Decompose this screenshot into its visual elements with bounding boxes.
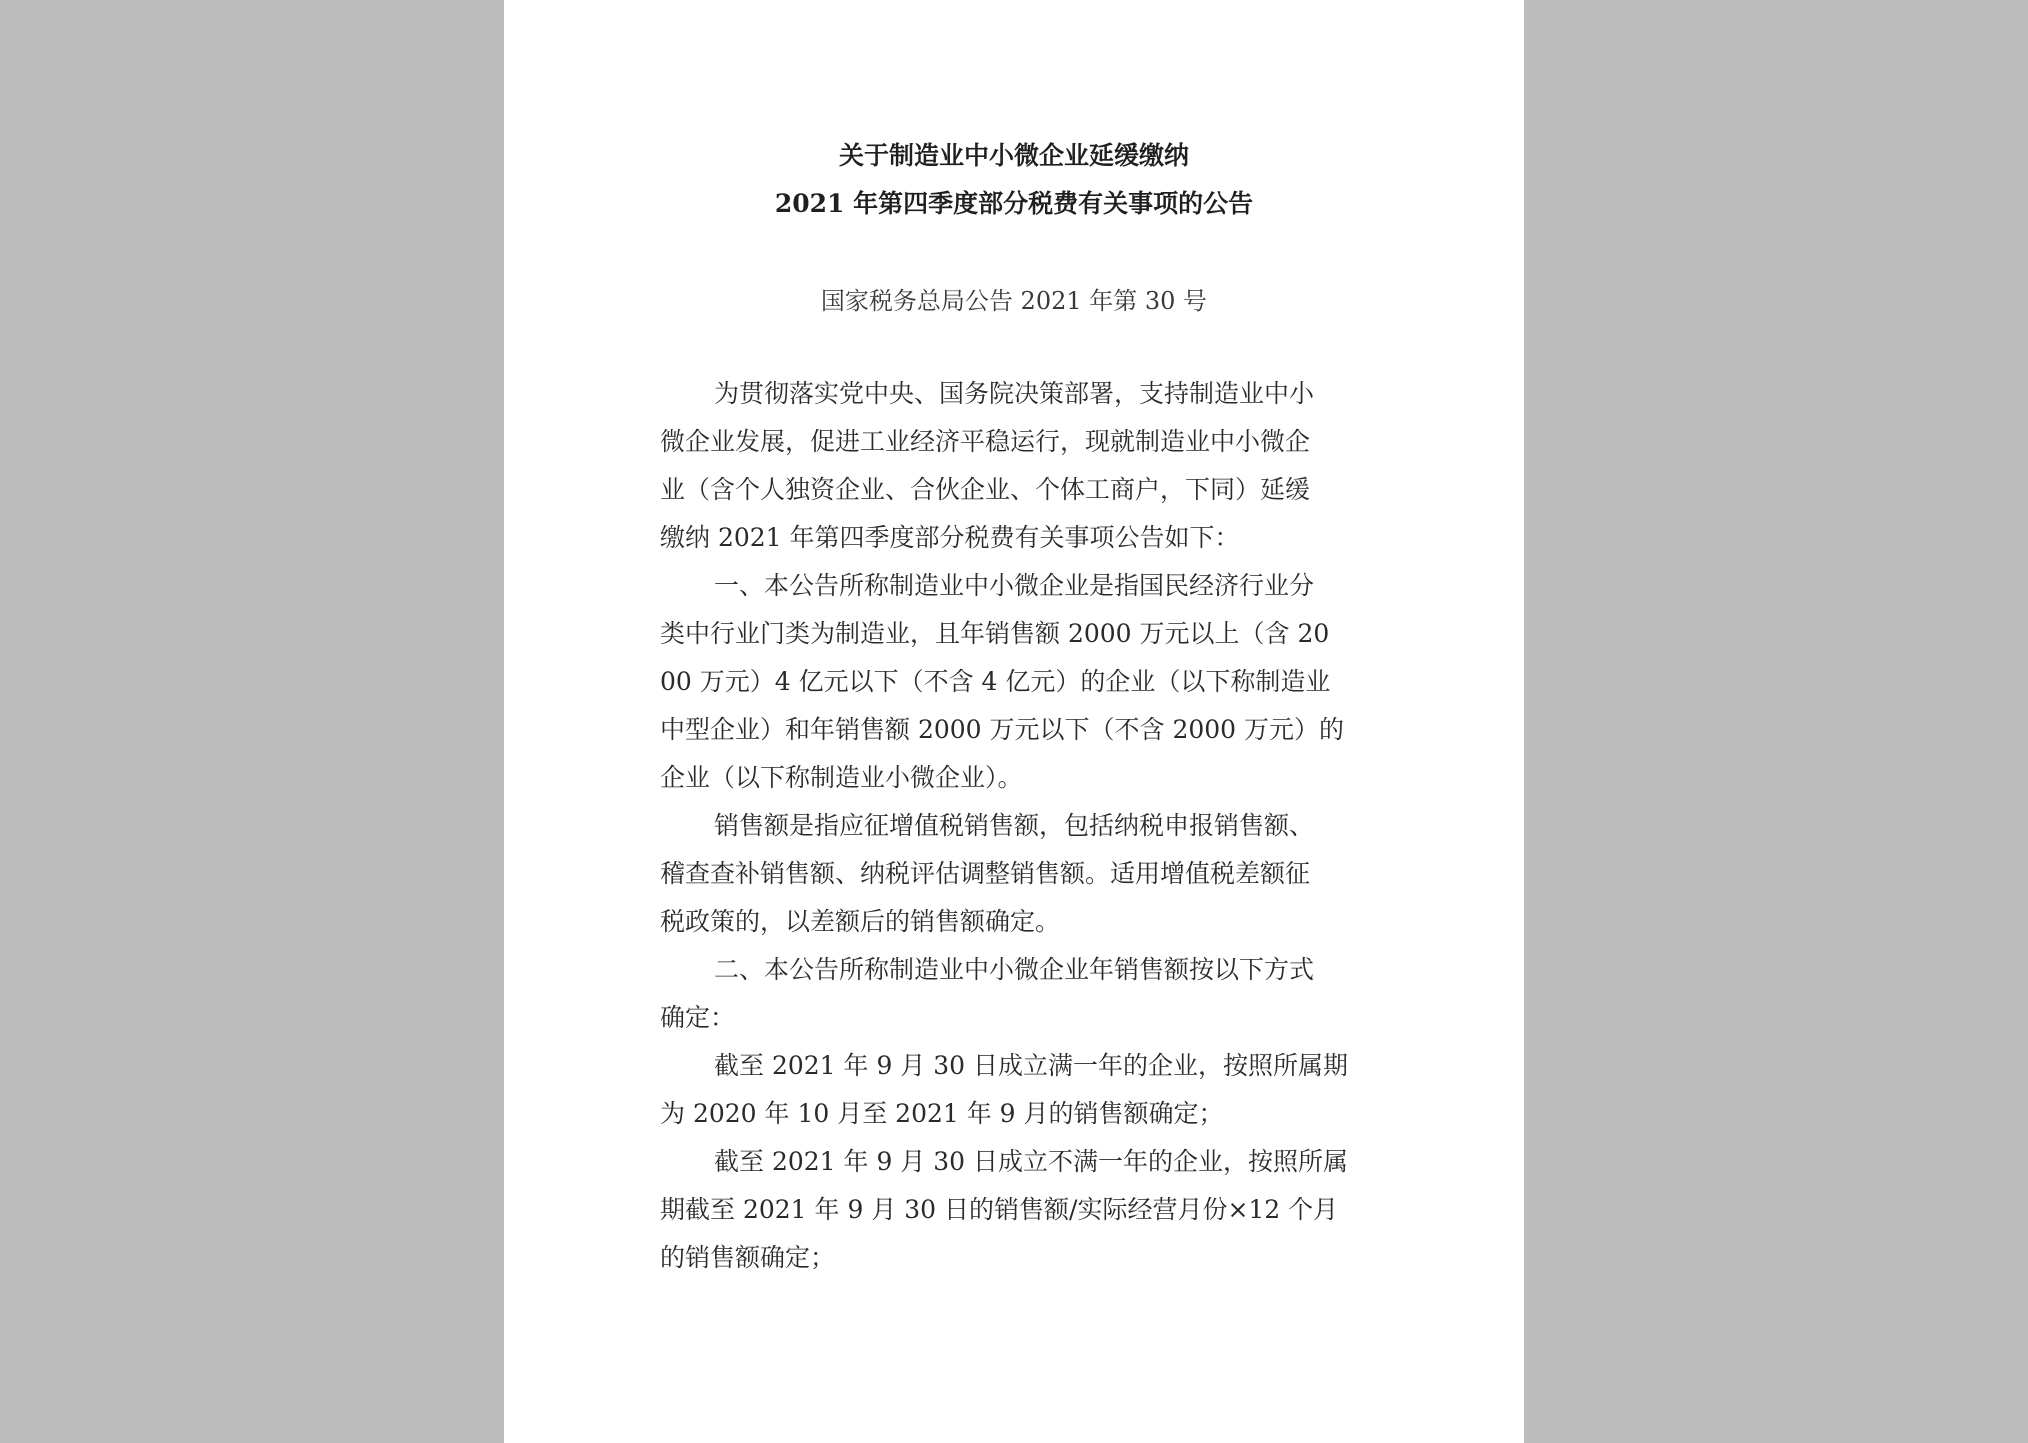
body-line: 缴纳 2021 年第四季度部分税费有关事项公告如下： xyxy=(660,523,1240,552)
body-line: 中型企业）和年销售额 2000 万元以下（不含 2000 万元）的 xyxy=(660,715,1345,744)
body-line: 为 2020 年 10 月至 2021 年 9 月的销售额确定； xyxy=(660,1099,1224,1128)
body-line: 企业（以下称制造业小微企业）。 xyxy=(660,763,1023,792)
body-line: 一、本公告所称制造业中小微企业是指国民经济行业分 xyxy=(714,571,1315,600)
body-line: 为贯彻落实党中央、国务院决策部署，支持制造业中小 xyxy=(714,379,1315,408)
body-line: 微企业发展，促进工业经济平稳运行，现就制造业中小微企 xyxy=(660,427,1311,456)
body-line: 的销售额确定； xyxy=(660,1243,836,1272)
body-line: 期截至 2021 年 9 月 30 日的销售额/实际经营月份×12 个月 xyxy=(660,1195,1339,1224)
document-page xyxy=(504,0,1524,1443)
body-line: 类中行业门类为制造业，且年销售额 2000 万元以上（含 20 xyxy=(660,619,1330,648)
body-line: 销售额是指应征增值税销售额，包括纳税申报销售额、 xyxy=(714,811,1315,840)
body-line: 税政策的，以差额后的销售额确定。 xyxy=(660,907,1061,936)
body-line: 确定： xyxy=(660,1003,736,1032)
doc-number: 国家税务总局公告 2021 年第 30 号 xyxy=(820,287,1208,315)
body-line: 稽查查补销售额、纳税评估调整销售额。适用增值税差额征 xyxy=(660,859,1311,888)
body-line: 业（含个人独资企业、合伙企业、个体工商户，下同）延缓 xyxy=(660,475,1311,504)
body-line: 截至 2021 年 9 月 30 日成立不满一年的企业，按照所属 xyxy=(714,1147,1349,1176)
title-line-1: 关于制造业中小微企业延缓缴纳 xyxy=(838,141,1189,170)
body-line: 二、本公告所称制造业中小微企业年销售额按以下方式 xyxy=(714,955,1315,984)
body-line: 00 万元）4 亿元以下（不含 4 亿元）的企业（以下称制造业 xyxy=(660,667,1331,696)
title-line-2: 2021 年第四季度部分税费有关事项的公告 xyxy=(774,189,1254,218)
body-line: 截至 2021 年 9 月 30 日成立满一年的企业，按照所属期 xyxy=(714,1051,1349,1080)
